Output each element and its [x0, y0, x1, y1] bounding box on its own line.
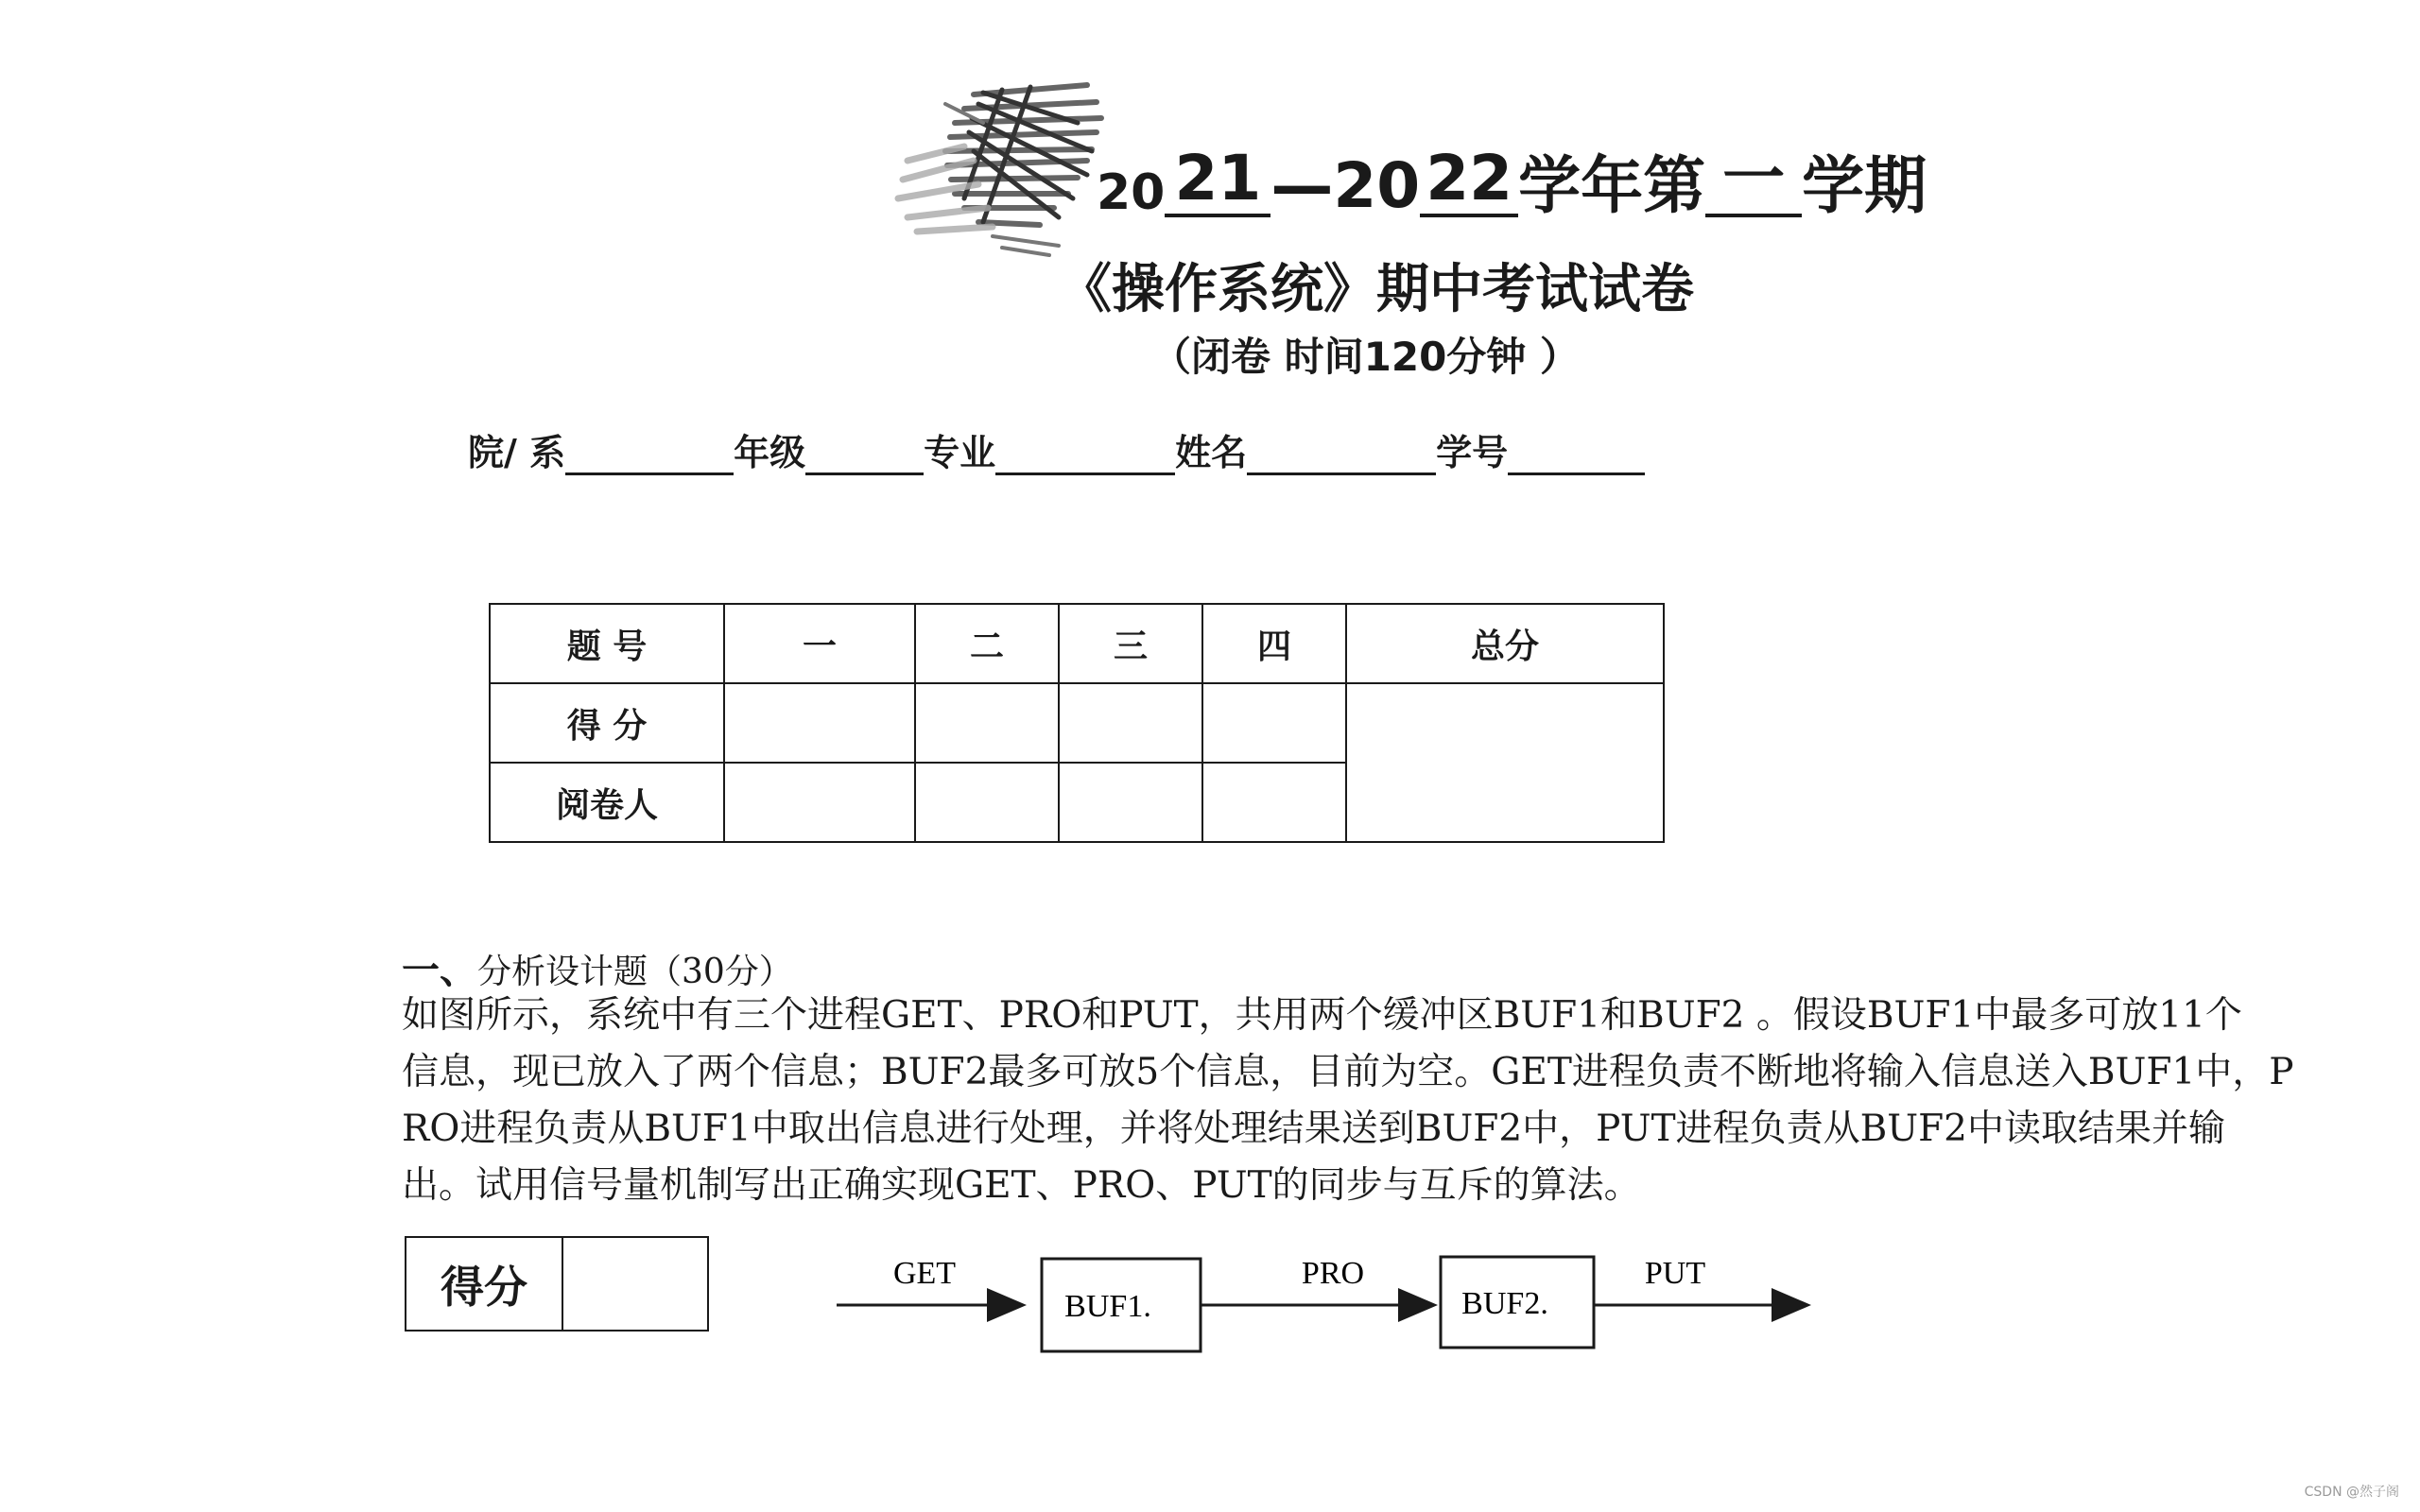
- question-body: [402, 988, 2302, 1214]
- grade-blank[interactable]: [805, 435, 924, 475]
- grader-cell[interactable]: [724, 763, 915, 842]
- year-fill-1: 21: [1165, 147, 1270, 217]
- row-label: 得 分: [490, 683, 724, 763]
- put-label: PUT: [1644, 1256, 1706, 1291]
- question-line: RO进程负责从BUF1中取出信息进行处理，并将处理结果送到BUF2中，PUT进程负责从BUF2中读取结果并输: [402, 1108, 2225, 1150]
- grader-cell[interactable]: [1059, 763, 1202, 842]
- question-score-box: [405, 1236, 709, 1332]
- score-table: [489, 603, 1665, 843]
- score-cell[interactable]: [915, 683, 1059, 763]
- grader-cell[interactable]: [1202, 763, 1346, 842]
- total-score-cell[interactable]: [1346, 683, 1664, 842]
- term-fill: 一: [1705, 147, 1802, 217]
- term-label: 学期: [1802, 149, 1927, 222]
- header-cell: 二: [915, 604, 1059, 683]
- question-line: 信息，现已放入了两个信息；BUF2最多可放5个信息，目前为空。GET进程负责不断地将输入信息送入BUF1中，P: [402, 1051, 2294, 1093]
- year-fill-2: 22: [1420, 147, 1518, 217]
- score-cell[interactable]: [1059, 683, 1202, 763]
- header-cell: 三: [1059, 604, 1202, 683]
- header-cell: 一: [724, 604, 915, 683]
- buf1-label: BUF1.: [1064, 1289, 1151, 1324]
- pro-label: PRO: [1301, 1256, 1365, 1291]
- year-dash: —: [1270, 149, 1334, 222]
- name-label: 姓名: [1175, 432, 1248, 473]
- question-line: 出。试用信号量机制写出正确实现GET、PRO、PUT的同步与互斥的算法。: [402, 1164, 1641, 1207]
- year-prefix-1: 20: [1097, 164, 1166, 221]
- academic-year-label: 学年第: [1518, 149, 1706, 222]
- get-label: GET: [892, 1256, 957, 1291]
- id-label: 学号: [1436, 432, 1509, 473]
- major-blank[interactable]: [995, 435, 1175, 475]
- header-cell: 总分: [1346, 604, 1664, 683]
- exam-note: （闭卷 时间120分钟 ）: [1151, 334, 1580, 380]
- score-table-header: [490, 604, 1664, 683]
- exam-subtitle: 《操作系统》期中考试试卷: [1059, 259, 1694, 320]
- grader-cell[interactable]: [915, 763, 1059, 842]
- watermark: CSDN @然子阁: [2304, 1485, 2399, 1500]
- process-buffer-diagram: [822, 1238, 1824, 1361]
- name-blank[interactable]: [1247, 435, 1436, 475]
- major-label: 专业: [924, 432, 996, 473]
- year-prefix-2: 20: [1333, 149, 1421, 222]
- question-line: 如图所示，系统中有三个进程GET、PRO和PUT，共用两个缓冲区BUF1和BUF2 。假设BUF1中最多可放11个: [402, 994, 2242, 1037]
- question-title: 分析设计题（30分）: [477, 953, 793, 991]
- student-info-row: [468, 423, 1645, 475]
- score-cell[interactable]: [724, 683, 915, 763]
- question-number: 一、: [402, 949, 477, 992]
- row-label: 阅卷人: [490, 763, 724, 842]
- grade-label: 年级: [734, 432, 806, 473]
- header-cell: 四: [1202, 604, 1346, 683]
- id-blank[interactable]: [1508, 435, 1645, 475]
- scribble-mark: [889, 66, 1115, 265]
- score-box-blank[interactable]: [562, 1237, 708, 1331]
- header-cell: 题 号: [490, 604, 724, 683]
- buf2-label: BUF2.: [1461, 1286, 1548, 1321]
- dept-blank[interactable]: [565, 435, 734, 475]
- exam-title-line: [1097, 123, 1927, 222]
- question-heading: [402, 940, 793, 994]
- score-box-label: 得分: [406, 1237, 562, 1331]
- score-cell[interactable]: [1202, 683, 1346, 763]
- dept-label: 院/ 系: [468, 432, 566, 473]
- score-table-row: [490, 683, 1664, 763]
